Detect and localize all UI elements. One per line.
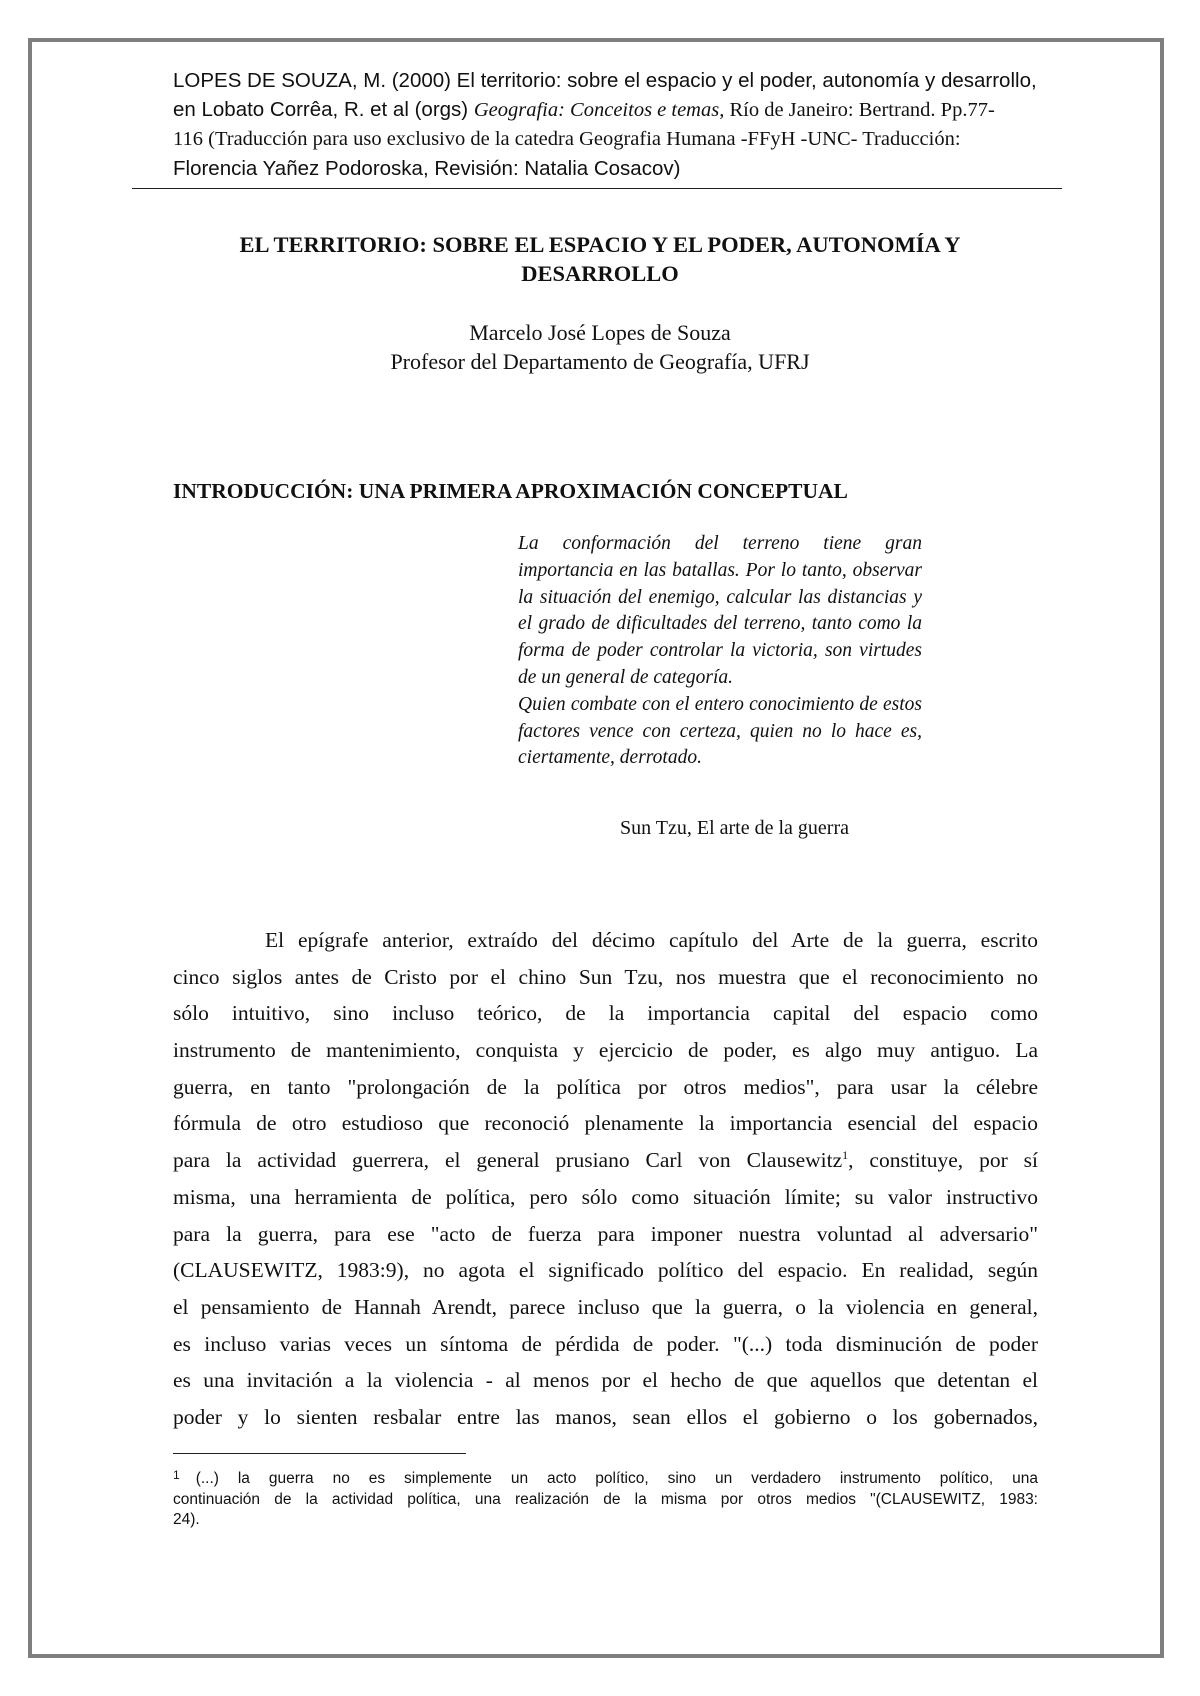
- author-name: Marcelo José Lopes de Souza: [469, 320, 731, 345]
- section-heading: INTRODUCCIÓN: UNA PRIMERA APROXIMACIÓN CONCEPTUAL: [173, 479, 848, 503]
- body-line: guerra, en tanto "prolongación de la política por otros medios", para usar la célebre: [173, 1074, 1038, 1099]
- footnote-divider: [173, 1453, 466, 1454]
- body-line: [173, 1142, 1038, 1179]
- body-line: para la guerra, para ese "acto de fuerza para imponer nuestra voluntad al adversario": [173, 1221, 1038, 1246]
- author-block: [140, 318, 1060, 376]
- citation-header: [173, 66, 1043, 183]
- footnote-reference[interactable]: 1: [842, 1148, 849, 1163]
- citation-line-4: Florencia Yañez Podoroska, Revisión: Natalia Cosacov): [173, 157, 681, 180]
- body-line: misma, una herramienta de política, pero sólo como situación límite; su valor instructivo: [173, 1184, 1038, 1209]
- author-affiliation: Profesor del Departamento de Geografía, UFRJ: [390, 349, 810, 374]
- body-line: es incluso varias veces un síntoma de pérdida de poder. "(...) toda disminución de poder: [173, 1331, 1038, 1356]
- document-title: [140, 230, 1060, 288]
- body-line: instrumento de mantenimiento, conquista y ejercicio de poder, es algo muy antiguo. La: [173, 1038, 1038, 1063]
- citation-line-2: [173, 95, 1043, 125]
- footnote: [173, 1469, 1038, 1531]
- epigraph-paragraph-1: La conformación del terreno tiene gran importancia en las batallas. Por lo tanto, observar la situación del enemigo, calcular las distancias y el grado de dificultades del terreno, tanto como la forma de poder controlar la victoria, son virtudes de un general de categoría.: [518, 533, 922, 688]
- body-line: es una invitación a la violencia - al menos por el hecho de que aquellos que detentan el: [173, 1368, 1038, 1393]
- body-line: el pensamiento de Hannah Arendt, parece incluso que la guerra, o la violencia en general,: [173, 1294, 1038, 1319]
- body-text-segment: para la actividad guerrera, el general prusiano Carl von Clausewitz: [173, 1148, 843, 1173]
- citation-line-3: 116 (Traducción para uso exclusivo de la catedra Geografia Humana -FFyH -UNC- Traducción:: [173, 128, 961, 150]
- citation-publisher: Río de Janeiro: Bertrand. Pp.77-: [724, 99, 995, 121]
- footnote-number: 1: [173, 1468, 180, 1482]
- body-line: cinco siglos antes de Cristo por el chino Sun Tzu, nos muestra que el reconocimiento no: [173, 964, 1038, 989]
- footnote-line-1: [173, 1469, 1038, 1490]
- footnote-line-3: 24).: [173, 1511, 200, 1528]
- title-line-1: EL TERRITORIO: SOBRE EL ESPACIO Y EL PODER, AUTONOMÍA Y: [239, 232, 961, 257]
- body-paragraph: [173, 922, 1038, 1436]
- title-line-2: DESARROLLO: [521, 261, 679, 286]
- citation-authors: en Lobato Corrêa, R. et al (orgs): [173, 98, 474, 121]
- citation-book-title: Geografia: Conceitos e temas,: [473, 99, 725, 121]
- body-line: poder y lo sienten resbalar entre las manos, sean ellos el gobierno o los gobernados,: [173, 1404, 1038, 1429]
- epigraph-paragraph-2: Quien combate con el entero conocimiento de estos factores vence con certeza, quien no lo hace es, ciertamente, derrotado.: [518, 693, 922, 769]
- footnote-text: (...) la guerra no es simplemente un acto político, sino un verdadero instrumento político, una: [195, 1470, 1038, 1487]
- body-line: fórmula de otro estudioso que reconoció plenamente la importancia esencial del espacio: [173, 1111, 1038, 1136]
- header-divider: [132, 188, 1062, 189]
- epigraph-source: Sun Tzu, El arte de la guerra: [620, 817, 849, 839]
- footnote-line-2: continuación de la actividad política, una realización de la misma por otros medios "(CLAUSEWITZ, 1983:: [173, 1490, 1038, 1508]
- body-line: El epígrafe anterior, extraído del décimo capítulo del Arte de la guerra, escrito: [265, 928, 1038, 952]
- body-line: sólo intuitivo, sino incluso teórico, de la importancia capital del espacio como: [173, 1001, 1038, 1026]
- citation-line-1: LOPES DE SOUZA, M. (2000) El territorio: sobre el espacio y el poder, autonomía y desarrollo,: [173, 69, 1037, 92]
- body-line: (CLAUSEWITZ, 1983:9), no agota el significado político del espacio. En realidad, según: [173, 1258, 1038, 1283]
- body-text-segment: , constituye, por sí: [848, 1148, 1038, 1173]
- epigraph: [518, 531, 922, 772]
